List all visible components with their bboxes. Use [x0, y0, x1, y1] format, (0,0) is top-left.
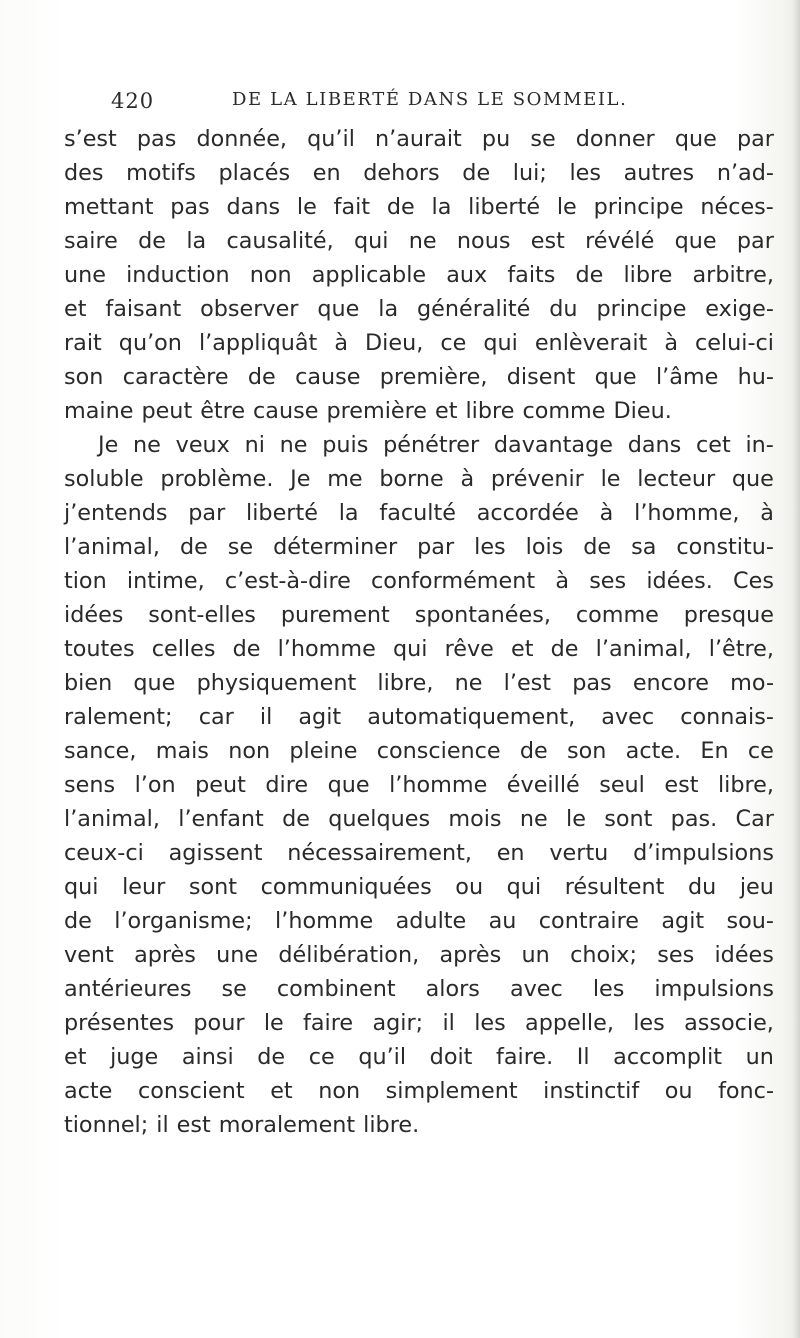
text-line: vent après une délibération, après un choix; ses idées — [64, 942, 774, 968]
text-line: idées sont-elles purement spontanées, comme presque — [64, 602, 774, 628]
text-line: rait qu’on l’appliquât à Dieu, ce qui enlèverait à celui-ci — [64, 330, 774, 356]
running-head — [0, 89, 800, 121]
text-line: Je ne veux ni ne puis pénétrer davantage dans cet in- — [98, 432, 774, 458]
page-edge-shadow — [792, 0, 800, 1338]
body-text — [64, 122, 774, 1142]
text-line: bien que physiquement libre, ne l’est pas encore mo- — [64, 670, 774, 696]
text-line: de l’organisme; l’homme adulte au contraire agit sou- — [64, 908, 774, 934]
text-line: tion intime, c’est-à-dire conformément à ses idées. Ces — [64, 568, 774, 594]
text-line: saire de la causalité, qui ne nous est révélé que par — [64, 228, 774, 254]
text-line: son caractère de cause première, disent que l’âme hu- — [64, 364, 774, 390]
text-line: j’entends par liberté la faculté accordée à l’homme, à — [64, 500, 774, 526]
text-line: acte conscient et non simplement instinctif ou fonc- — [64, 1078, 774, 1104]
text-line: sance, mais non pleine conscience de son acte. En ce — [64, 738, 774, 764]
text-line: une induction non applicable aux faits de libre arbitre, — [64, 262, 774, 288]
text-line: l’animal, l’enfant de quelques mois ne le sont pas. Car — [64, 806, 774, 832]
text-line: s’est pas donnée, qu’il n’aurait pu se donner que par — [64, 126, 774, 152]
text-line: toutes celles de l’homme qui rêve et de l’animal, l’être, — [64, 636, 774, 662]
text-line: tionnel; il est moralement libre. — [64, 1112, 420, 1138]
text-line: sens l’on peut dire que l’homme éveillé seul est libre, — [64, 772, 774, 798]
text-line: antérieures se combinent alors avec les impulsions — [64, 976, 774, 1002]
text-line: et juge ainsi de ce qu’il doit faire. Il accomplit un — [64, 1044, 774, 1070]
running-title: DE LA LIBERTÉ DANS LE SOMMEIL. — [232, 89, 628, 110]
text-line: mettant pas dans le fait de la liberté le principe néces- — [64, 194, 774, 220]
text-line: présentes pour le faire agir; il les appelle, les associe, — [64, 1010, 774, 1036]
text-line: maine peut être cause première et libre comme Dieu. — [64, 398, 672, 424]
text-line: qui leur sont communiquées ou qui résultent du jeu — [64, 874, 774, 900]
text-line: soluble problème. Je me borne à prévenir le lecteur que — [64, 466, 774, 492]
text-line: des motifs placés en dehors de lui; les autres n’ad- — [64, 160, 774, 186]
page-number: 420 — [111, 89, 155, 113]
text-line: et faisant observer que la généralité du principe exige- — [64, 296, 774, 322]
text-line: ceux-ci agissent nécessairement, en vertu d’impulsions — [64, 840, 774, 866]
text-line: l’animal, de se déterminer par les lois de sa constitu- — [64, 534, 774, 560]
text-line: ralement; car il agit automatiquement, avec connais- — [64, 704, 774, 730]
